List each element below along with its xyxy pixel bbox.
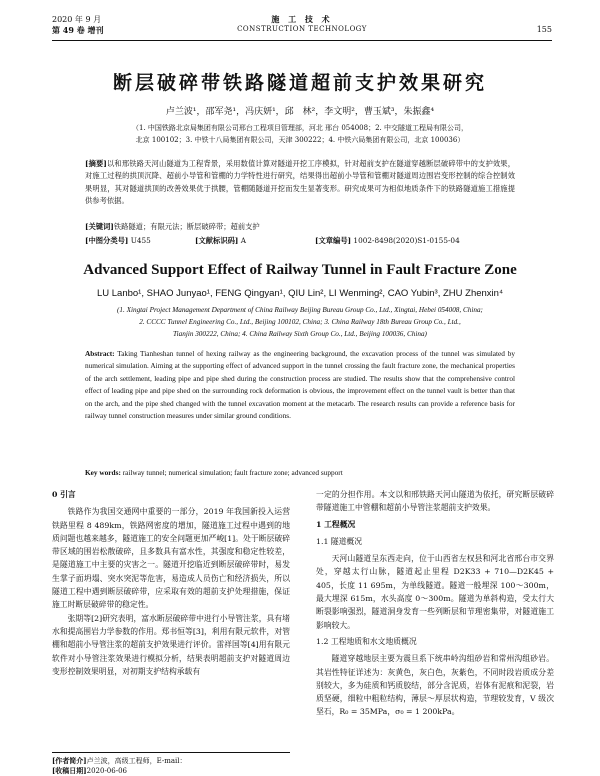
section-1-1-text: 天河山隧道呈东西走向，位于山西省左权县和河北省邢台市交界处，穿越太行山脉，隧道起止里程 D2K33 + 710—D2K45 + 405，长度 11 695m，为单线隧道。隧道一般埋深 100～300m，最大埋深 615m，水头高度 0～300m。隧道为单斜构造，受太行大断裂影响强烈，隧道洞身发育一些列断层和节理密集带，对隧道施工影响较大。	[316, 554, 554, 630]
author-bio: [作者简介]卢兰波，高级工程师，E-mail：	[52, 756, 187, 765]
left-column	[52, 488, 290, 678]
affiliation-en-line: 2. CCCC Tunnel Engineering Co., Ltd., Beijing 100102, China; 3. China Railway 18th Bureau Group Co., Ltd.,	[139, 318, 461, 326]
affiliation-cn-line: 北京 100102；3. 中铁十八局集团有限公司，天津 300222；4. 中铁六局集团有限公司，北京 100036）	[135, 136, 465, 144]
affiliation-en-line: (1. Xingtai Project Management Department of China Railway Beijing Bureau Group Co., Ltd., Xingtai, Hebei 054008, China;	[117, 306, 483, 314]
authors-cn: 卢兰波¹，邵军尧¹，冯庆妍¹，邱 林²，李文明²，曹玉斌³，朱振鑫⁴	[165, 107, 435, 117]
section-0-heading: 0 引言	[52, 490, 76, 499]
keywords-en-label: Key words:	[85, 468, 121, 477]
running-header	[52, 14, 552, 41]
right-column	[316, 488, 554, 719]
affiliation-cn-line: （1. 中国铁路北京局集团有限公司邢台工程项目管理部，河北 邢台 054008；2. 中交隧道工程局有限公司，	[132, 124, 468, 132]
issue-number: 第 49 卷 增刊	[52, 25, 104, 35]
keywords-cn	[85, 222, 515, 232]
abstract-en-label: Abstract:	[85, 349, 115, 358]
journal-name-cn: 施 工 技 术	[271, 14, 333, 24]
authors-en: LU Lanbo¹, SHAO Junyao¹, FENG Qingyan¹, QIU Lin², LI Wenming², CAO Yubin³, ZHU Zhenxin⁴	[96, 288, 504, 299]
footnote	[52, 752, 290, 776]
affiliations-cn	[92, 122, 508, 146]
section-1-heading: 1 工程概况	[316, 519, 356, 529]
keywords-en-text: railway tunnel; numerical simulation; fault fracture zone; advanced support	[122, 468, 343, 477]
article-no: [文章编号] 1002-8498(2020)S1-0155-04	[315, 236, 460, 245]
abstract-cn	[85, 158, 515, 208]
intro-paragraph-1: 铁路作为我国交通网中重要的一部分，2019 年我国新投入运营铁路里程 8 489km，铁路网密度的增加，隧道施工过程中遇到的地质问题也越来越多，隧道施工的安全问题更加严峻[1]。处于断层破碎带区域的围岩松散破碎，且多数具有富水性，其强度和稳定性较差，是隧道施工中主要的灾害之一。隧道开挖临近到断层破碎带时，易发生掌子面坍塌、突水突泥等危害，易造成人员伤亡和经济损失，所以隧道工程中遇到断层破碎带，应采取有效的超前支护处理措施，保证施工时断层破碎带的稳定性。	[52, 507, 290, 610]
keywords-en	[85, 468, 515, 477]
keywords-cn-text: 铁路隧道；有限元法；断层破碎带；超前支护	[113, 222, 260, 231]
title-en: Advanced Support Effect of Railway Tunnel in Fault Fracture Zone	[83, 262, 517, 278]
intro-continuation: 一定的分担作用。本文以和邢铁路天河山隧道为依托，研究断层破碎带隧道施工中管棚和超前小导管注浆超前支护效果。	[316, 490, 554, 513]
section-1-2-heading: 1.2 工程地质和水文地质概况	[316, 636, 417, 646]
section-1-2-text: 隧道穿越地层主要为震旦系下统串岭沟组砂岩和常州沟组砂岩。其岩性特征详述为：灰黄色，灰白色，灰紫色，不同时段岩质成分差别较大，多为硅质和钙质胶结，部分含泥质，岩体有泥痕和泥裂，岩质坚硬，细粒中粗粒结构，薄层～厚层状构造，节理较发育，V 级次坚石，R₀ = 35MPa，σ₀ = 1 200kPa。	[316, 654, 554, 717]
abstract-en-text: Taking Tianheshan tunnel of hexing railway as the engineering background, the excavation process of the tunnel was simulated by numerical simulation. Aiming at the supporting effect of advanced support in the tunnel crossing the fault fracture zone, the mechanical properties of the arch settlement, leading pipe and pipe shed during the construction process are studied. The results show that the comprehensive control effect of leading pipe and pipe shed on the surrounding rock deformation is obvious, the improvement effect on the tunnel vault is better than that on the arch, and the pipe shed changed with the tunnel excavation moment at the metacarb. The research results can provide a reference basis for railway tunnel construction measures under similar ground conditions.	[85, 349, 515, 421]
class-no: [中图分类号] U455	[85, 236, 151, 245]
affiliations-en	[68, 304, 532, 340]
abstract-en	[85, 348, 515, 422]
title-cn: 断层破碎带铁路隧道超前支护效果研究	[112, 72, 487, 94]
abstract-cn-text: 以和邢铁路天河山隧道为工程背景，采用数值计算对隧道开挖工序模拟，针对超前支护在隧道穿越断层破碎带中的支护效果，对施工过程的拱顶沉降、超前小导管和管棚的力学特性进行研究，结果得出超前小导管和管棚对隧道周边围岩变形控制的综合控制效果明显，其对隧道拱顶的改善效果优于拱腰，管棚随隧道开挖而发生显著变形。研究成果可为相似地质条件下的铁路隧道施工措施提供参考依据。	[85, 159, 515, 206]
page-number: 155	[536, 25, 552, 34]
section-1-1-heading: 1.1 隧道概况	[316, 536, 363, 546]
affiliation-en-line: Tianjin 300222, China; 4. China Railway Sixth Group Co., Ltd., Beijing 100036, China)	[173, 330, 427, 338]
abstract-cn-label: [摘要]	[85, 159, 107, 168]
received-date: [收稿日期]2020-06-06	[52, 766, 127, 775]
intro-paragraph-2: 张期等[2]研究表明，富水断层破碎带中进行小导管注浆，具有堵水和提高围岩力学参数的作用。郑书恒等[3]，利用有限元软件，对管棚和超前小导管注浆的超前支护效果进行评价。雷祥国等[4]用有限元软件对小导管注浆效果进行模拟分析，结果表明超前支护对隧道周边变形控制效果明显，对初期支护结构承载有	[52, 613, 290, 676]
doc-code: [文献标识码] A	[195, 236, 246, 245]
issue-date: 2020 年 9 月	[52, 15, 102, 24]
journal-name-en: CONSTRUCTION TECHNOLOGY	[237, 25, 367, 33]
keywords-cn-label: [关键词]	[85, 222, 114, 231]
